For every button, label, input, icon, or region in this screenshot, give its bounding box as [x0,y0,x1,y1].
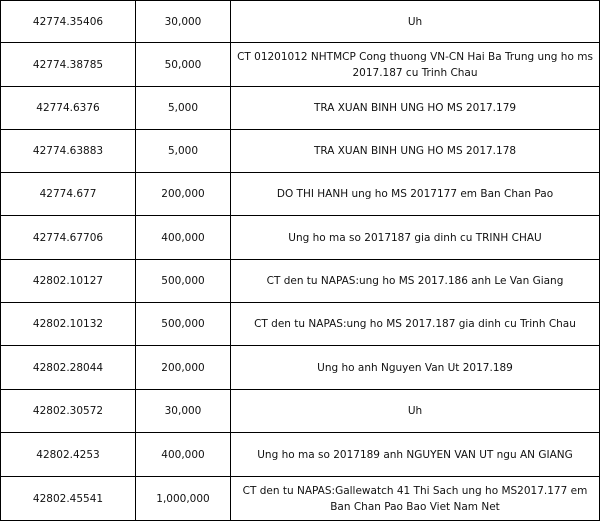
amount: 500,000 [136,260,231,303]
transaction-code: 42802.4253 [1,433,136,477]
amount: 50,000 [136,43,231,87]
transaction-code: 42774.6376 [1,87,136,130]
table-row [1,477,600,521]
description: CT den tu NAPAS:ung ho MS 2017.186 anh Le Van Giang [231,260,600,303]
transaction-code: 42802.10132 [1,303,136,346]
transaction-code: 42802.45541 [1,477,136,521]
transaction-code: 42802.28044 [1,346,136,390]
description: Uh [231,390,600,433]
table-row [1,390,600,433]
table-row [1,303,600,346]
description: CT 01201012 NHTMCP Cong thuong VN-CN Hai Ba Trung ung ho ms 2017.187 cu Trinh Chau [231,43,600,87]
amount: 200,000 [136,173,231,216]
transaction-code: 42774.35406 [1,1,136,43]
transaction-code: 42774.38785 [1,43,136,87]
amount: 400,000 [136,433,231,477]
table-row [1,173,600,216]
table-row [1,1,600,43]
description: CT den tu NAPAS:ung ho MS 2017.187 gia dinh cu Trinh Chau [231,303,600,346]
amount: 5,000 [136,130,231,173]
table-row [1,130,600,173]
transaction-code: 42802.30572 [1,390,136,433]
table-row [1,87,600,130]
table-row [1,346,600,390]
description: TRA XUAN BINH UNG HO MS 2017.179 [231,87,600,130]
amount: 200,000 [136,346,231,390]
table-row [1,260,600,303]
table-row [1,216,600,260]
description: TRA XUAN BINH UNG HO MS 2017.178 [231,130,600,173]
transaction-code: 42802.10127 [1,260,136,303]
amount: 30,000 [136,1,231,43]
description: Uh [231,1,600,43]
description: CT den tu NAPAS:Gallewatch 41 Thi Sach ung ho MS2017.177 em Ban Chan Pao Bao Viet Nam Net [231,477,600,521]
amount: 400,000 [136,216,231,260]
description: Ung ho ma so 2017187 gia dinh cu TRINH CHAU [231,216,600,260]
amount: 1,000,000 [136,477,231,521]
amount: 500,000 [136,303,231,346]
amount: 30,000 [136,390,231,433]
transaction-code: 42774.677 [1,173,136,216]
transaction-code: 42774.63883 [1,130,136,173]
table-row [1,433,600,477]
description: DO THI HANH ung ho MS 2017177 em Ban Chan Pao [231,173,600,216]
amount: 5,000 [136,87,231,130]
description: Ung ho anh Nguyen Van Ut 2017.189 [231,346,600,390]
transaction-code: 42774.67706 [1,216,136,260]
description: Ung ho ma so 2017189 anh NGUYEN VAN UT ngu AN GIANG [231,433,600,477]
table-row [1,43,600,87]
